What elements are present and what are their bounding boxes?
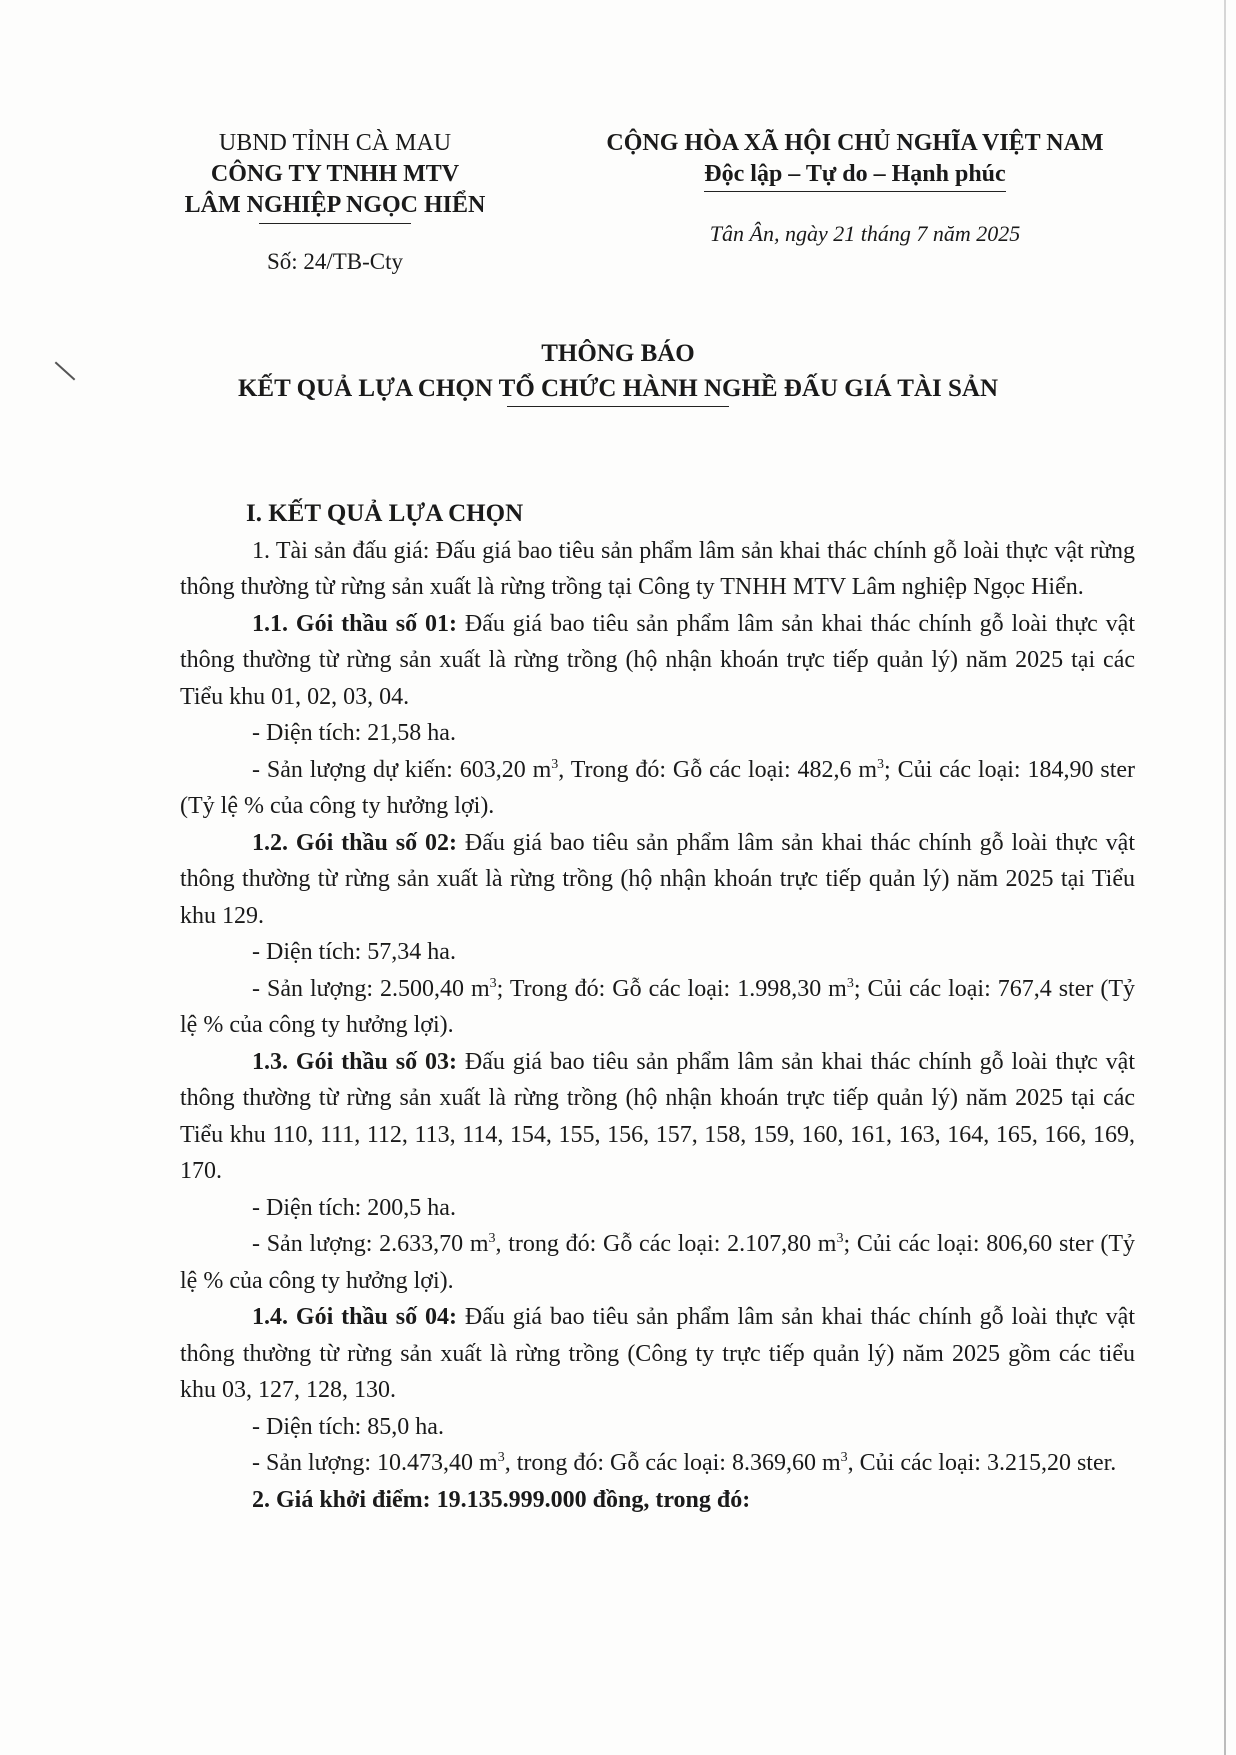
company-name-line1: CÔNG TY TNHH MTV	[210, 161, 460, 187]
document-title	[100, 336, 1136, 407]
package-4-yield-b: , trong đó: Gỗ các loại: 8.369,60 m	[504, 1450, 841, 1476]
package-1-area: - Diện tích: 21,58 ha.	[252, 720, 456, 746]
national-header	[555, 128, 1155, 249]
scan-mark	[55, 362, 76, 381]
package-2-desc	[180, 825, 1135, 935]
package-4-yield	[180, 1445, 1135, 1482]
title-line1: THÔNG BÁO	[541, 340, 695, 367]
package-4-text: Đấu giá bao tiêu sản phẩm lâm sản khai thác chính gỗ loài thực vật thông thường từ rừng sản xuất là rừng trồng (Công ty trực tiếp quản lý) năm 2025 gồm các tiểu khu 03, 127, 128, 130.	[180, 1304, 1135, 1403]
superscript: 3	[488, 1231, 496, 1246]
package-1-desc	[180, 606, 1135, 716]
package-2-yield-b: ; Trong đó: Gỗ các loại: 1.998,30 m	[496, 975, 847, 1002]
starting-price: 2. Giá khởi điểm: 19.135.999.000 đồng, trong đó:	[252, 1486, 751, 1513]
national-slogan: Độc lập – Tự do – Hạnh phúc	[704, 159, 1005, 192]
package-2-text: Đấu giá bao tiêu sản phẩm lâm sản khai thác chính gỗ loài thực vật thông thường từ rừng sản xuất là rừng trồng (hộ nhận khoán trực tiếp quản lý) năm 2025 tại Tiểu khu 129.	[180, 829, 1135, 929]
document-body	[180, 496, 1135, 1518]
issuer-header	[150, 128, 520, 277]
package-4-yield-c: , Củi các loại: 3.215,20 ster.	[847, 1450, 1117, 1476]
superscript: 3	[836, 1231, 844, 1246]
package-2-yield	[180, 971, 1135, 1044]
package-3-area: - Diện tích: 200,5 ha.	[252, 1194, 456, 1221]
package-1-yield-b: , Trong đó: Gỗ các loại: 482,6 m	[558, 756, 878, 783]
title-underline	[507, 406, 729, 407]
package-3-yield-b: , trong đó: Gỗ các loại: 2.107,80 m	[495, 1231, 837, 1257]
superscript: 3	[877, 756, 885, 772]
package-3-yield	[180, 1226, 1135, 1299]
scan-edge	[1224, 0, 1226, 1755]
package-2-area: - Diện tích: 57,34 ha.	[252, 939, 456, 965]
package-4-desc	[180, 1299, 1135, 1409]
country-name: CỘNG HÒA XÃ HỘI CHỦ NGHĨA VIỆT NAM	[606, 130, 1104, 156]
package-4-label: 1.4. Gói thầu số 04:	[252, 1304, 457, 1330]
package-2-yield-c: ; Củi các loại: 767,4 ster (Tỷ lệ % của công ty hưởng lợi).	[180, 975, 1136, 1038]
superscript: 3	[846, 975, 854, 991]
superscript: 3	[489, 975, 497, 991]
package-1-yield	[180, 752, 1135, 825]
package-2-label: 1.2. Gói thầu số 02:	[252, 829, 457, 856]
superscript: 3	[551, 756, 559, 772]
package-3-yield-a: - Sản lượng: 2.633,70 m	[252, 1231, 489, 1257]
agency-name: UBND TỈNH CÀ MAU	[218, 130, 452, 156]
package-4-yield-a: - Sản lượng: 10.473,40 m	[252, 1450, 498, 1476]
section-heading: I. KẾT QUẢ LỰA CHỌN	[246, 500, 524, 527]
package-3-label: 1.3. Gói thầu số 03:	[252, 1048, 457, 1075]
asset-description: 1. Tài sản đấu giá: Đấu giá bao tiêu sản phẩm lâm sản khai thác chính gỗ loài thực vật rừng thông thường từ rừng sản xuất là rừng trồng tại Công ty TNHH MTV Lâm nghiệp Ngọc Hiển.	[180, 537, 1135, 600]
title-line2: KẾT QUẢ LỰA CHỌN TỔ CHỨC HÀNH NGHỀ ĐẤU GIÁ TÀI SẢN	[237, 375, 999, 402]
issuer-underline	[259, 223, 411, 224]
package-3-yield-c: ; Củi các loại: 806,60 ster (Tỷ lệ % của công ty hưởng lợi).	[180, 1231, 1135, 1294]
package-1-label: 1.1. Gói thầu số 01:	[252, 610, 457, 637]
package-1-yield-a: - Sản lượng dự kiến: 603,20 m	[252, 756, 552, 783]
package-3-desc	[180, 1044, 1135, 1190]
company-name-line2: LÂM NGHIỆP NGỌC HIỂN	[184, 192, 486, 218]
package-3-text: Đấu giá bao tiêu sản phẩm lâm sản khai thác chính gỗ loài thực vật thông thường từ rừng sản xuất là rừng trồng (hộ nhận khoán trực tiếp quản lý) năm 2025 tại các Tiểu khu 110, 111, 112, 113, 114, 154, 155, 156, 157, 158, 159, 160, 161, 163, 164, 165, 166, 169, 170.	[180, 1048, 1135, 1184]
superscript: 3	[840, 1450, 848, 1465]
document-number: Số: 24/TB-Cty	[266, 249, 404, 274]
document-date: Tân Ân, ngày 21 tháng 7 năm 2025	[709, 221, 1021, 246]
package-2-yield-a: - Sản lượng: 2.500,40 m	[252, 975, 490, 1002]
package-1-yield-c: ; Củi các loại: 184,90 ster (Tỷ lệ % của công ty hưởng lợi).	[180, 756, 1136, 819]
package-4-area: - Diện tích: 85,0 ha.	[252, 1413, 444, 1440]
package-1-text: Đấu giá bao tiêu sản phẩm lâm sản khai thác chính gỗ loài thực vật thông thường từ rừng sản xuất là rừng trồng (hộ nhận khoán trực tiếp quản lý) năm 2025 tại các Tiểu khu 01, 02, 03, 04.	[180, 610, 1135, 710]
superscript: 3	[497, 1450, 505, 1465]
